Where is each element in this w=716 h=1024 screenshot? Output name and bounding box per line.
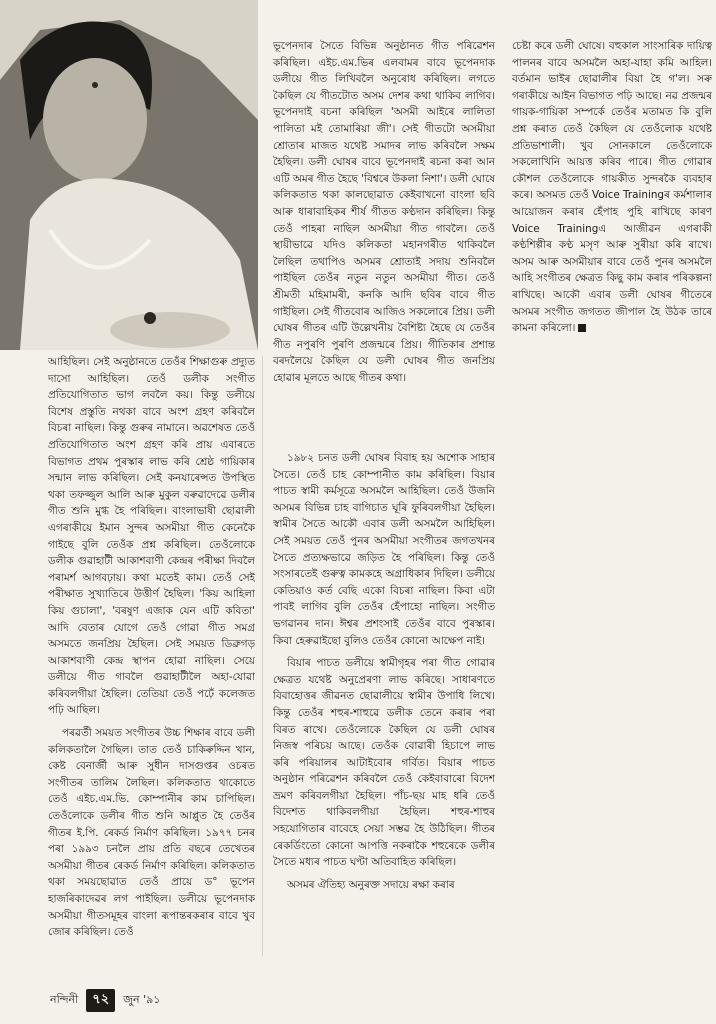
article-column-1 bbox=[48, 354, 255, 966]
issue-date: জুন '৯১ bbox=[123, 992, 161, 1006]
end-mark-icon bbox=[578, 324, 586, 332]
portrait-illustration bbox=[0, 0, 258, 350]
col2-paragraph-3: বিয়াৰ পাচত ডলীয়ে স্বামীগৃহৰ পৰা গীত গোৱাৰ ক্ষেত্ৰত যথেষ্ট অনুপ্ৰেৰণা লাভ কৰিছে। সাধাৰণতে বিবাহোত্তৰ জীৱনত ছোৱালীয়ে স্বামীৰ উপাধি লিখে। কিন্তু তেওঁৰ শহুৰ-শাহুৱে ডলীক তেনে কৰাৰ পৰা বিৰত ৰাখে। তেওঁলোকে কৈছিল যে ডলী ঘোষৰ নিজস্ব পৰিচয় আছে। তেওঁক বোৱাৰী হিচাপে লাভ কৰি পৰিয়ালৰ আটাইবোৰ গৰ্বিত। বিয়াৰ পাচত অনুষ্ঠান পৰিৱেশন কৰিবলৈ তেওঁ কেইবাবাৰো বিদেশ ভ্ৰমণ কৰিবলগীয়া হৈছিল। পাঁচ-ছয় মাহ ধৰি তেওঁ বিদেশত থাকিবলগীয়া হৈছিল। শহুৰ-শাহুৰ সহযোগিতাৰ বাবেহে সেয়া সম্ভৱ হৈ উঠিছিল। গীতৰ ৰেকৰ্ডিংতো কোনো আপত্তি নকৰাকৈ শহুৰেকে ডলীৰ সৈতে মধ্যৰ পাচত ঘণ্টা অতিবাহিত কৰিছিল। bbox=[273, 657, 495, 869]
col1-paragraph-1: আহিছিল। সেই অনুষ্ঠানতে তেওঁৰ শিক্ষাগুৰু প্ৰদ্যুত দাসো আহিছিল। তেওঁ ডলীক সংগীত প্ৰতিযোগিতাত ভাগ লবলৈ কয়। কিন্তু ডলীয়ে বিশেষ প্ৰস্তুতি নথকা বাবে অংশ গ্ৰহণ কৰিবলৈ বিচৰা নাছিল। কিন্তু গুৰুৰ নামানে। অৱশেষত তেওঁ প্ৰতিযোগিতাত অংশ গ্ৰহণ কৰি প্ৰায় এবাৰতে বিভাগত প্ৰথম পুৰস্কাৰ লাভ কৰি শ্ৰেষ্ঠ গায়িকাৰ সন্মান লাভ কৰিছিল। সেই কনযাৰেন্সত উপস্থিত থকা তফজ্জুল আলি আৰু মুকুল বৰুৱাদেৱে ডলীৰ গীত শুনি মুগ্ধ হৈ পৰিছিল। বাংলাভাষী ছোৱালী এগৰাকীয়ে ইমান সুন্দৰ অসমীয়া গীত কেনেকৈ গাইছে বুলি তেওঁক প্ৰশ্ন কৰিছিল। তেওঁলোকে ডলীক গুৱাহাটী আকাশবাণী কেন্দ্ৰৰ পৰীক্ষা দিবলৈ পৰামৰ্শ আগবঢ়ায়। কথা মতেই কাম। তেওঁ সেই পৰীক্ষাত সুখ্যাতিৰে উত্তীৰ্ণ হৈছিল। 'কিয় আহিলা কিয় গুচালা', 'বৰষুণ এজাক যেন এটি কবিতা' আদি বেতাৰ যোগে তেওঁ গোৱা গীত সমগ্ৰ অসমতে জনপ্ৰিয় হৈছিল। সেই সময়ত ডিব্ৰুগড় আকাশবাণী কেন্দ্ৰ স্থাপন হোৱা নাছিল। সেয়ে ডলীয়ে গীত গাবলৈ গুৱাহাটীলৈ অহা-যোৱা কৰিবলগীয়া হৈছিল। তেতিয়া তেওঁ পঢ়েঁ কলেজত পঢ়ি আছিল। bbox=[48, 356, 255, 717]
col2-paragraph-1: ভূপেনদাৰ সৈতে বিভিন্ন অনুষ্ঠানত গীত পৰিৱেশন কৰিছিল। এইচ.এম.ভিৰ এলবামৰ বাবে ভূপেনদাক ডলীয়ে গীত লিখিবলৈ অনুৰোধ কৰিছিল। লগতে কৈছিল যে গীতটোত অসম দেশৰ কথা থাকিব লাগিব। ভূপেনদাই বচনা কৰিছিল 'অসমী আইৰে লালিতা পালিতা মই তোমাৰিয়া জী'। সেই গীতটো অসমীয়া শ্ৰোতাৰ মাজত যথেষ্ট সমাদৰ লাভ কৰিবলৈ সক্ষম হৈছিল। ডলী ঘোষৰ বাবে ভূপেনদাই ৰচনা কৰা আন এটি অমৰ গীত হৈছে 'বিশ্বৰে উকলা নিশা'। ডলী ঘোষে কলিকতাত থকা কালছোৱাত কেইবাখনো বাংলা ছবি আৰু ধাৰাবাহিকৰ শীৰ্ষ গীতত কণ্ঠদান কৰিছিল। কিন্তু তেওঁ পাহৰা নাছিল অসমীয়া গীত গাবলৈ। তেওঁ স্থায়ীভাৱে যদিও কলিকতা মহানগৰীত থাকিবলৈ লৈছিল তথাপিও অসমৰ শ্ৰোতাই সদায় শুনিবলৈ পাইছিল তেওঁৰ নতুন নতুন অসমীয়া গীত। তেওঁ শ্ৰীমতী মহিমামৰী, কনকি আদি ছবিৰ বাবে গীত গাইছিল। সেই গীতবোৰ আজিও সকলোৰে প্ৰিয়। ডলী ঘোষৰ গীতৰ এটি উল্লেখনীয় বৈশিষ্ট্য হৈছে যে তেওঁৰ গীত নপুৰণি পুৰণি প্ৰজন্মৰে প্ৰিয়। গীতিকাৰ প্ৰশান্ত বৰদলৈয়ে কৈছিল যে ডলী ঘোষৰ গীত জনপ্ৰিয় হোৱাৰ মূলতে আছে গীতৰ কথা। bbox=[273, 40, 495, 384]
column-divider bbox=[262, 356, 263, 956]
page-footer bbox=[50, 988, 350, 1012]
col2-paragraph-2: ১৯৮২ চনত ডলী ঘোষৰ বিবাহ হয় অশোক সাহাৰ সৈতে। তেওঁ চাহ কোম্পানীত কাম কৰিছিল। বিয়াৰ পাচত স্বামী কৰ্মসূত্ৰে অসমলৈ আহিছিল। তেওঁ উজনি অসমৰ বিভিন্ন চাহ বাগিচাত ঘূৰি ফুৰিবলগীয়া হৈছিল। স্বামীৰ সৈতে আকৌ এবাৰ ডলী অসমলৈ আহিছিল। সেই সময়ত তেওঁ পুনৰ অসমীয়া সংগীতৰ জগতখনৰ সৈতে প্ৰত্যক্ষভাৱে জড়িত হৈ পৰিছিল। কিন্তু তেওঁ সংসাৰতেই গুৰুত্ব কামকহে অগ্ৰাধিকাৰ দিছিল। ডলীয়ে কেতিয়াও কৰ্ত বেছি একো বিচৰা নাছিল। কিবা এটা পাবই লাগিব বুলি তেওঁৰ হেঁপাহো নাছিল। সংগীত ভগৱানৰ দান। ঈশ্বৰ প্ৰশংসাই তেওঁৰ বাবে পুৰস্কাৰ। কিবা হেৰুৱাইছো বুলিও তেওঁৰ কোনো আক্ষেপ নাই। bbox=[273, 452, 495, 647]
article-column-2-bottom bbox=[273, 450, 495, 966]
col2-paragraph-4: অসমৰ ঐতিহ্য অনুৰক্ত সদায়ে ৰক্ষা কৰাৰ bbox=[287, 878, 455, 891]
col3-paragraph-1-text: চেষ্টা কৰে ডলী ঘোষে। বহুকাল সাংসাৰিক দায়িত্ব পালনৰ বাবে অসমলৈ অহা-যাহা কমি আহিল। বৰ্তমান ভাইৰ ছোৱালীৰ বিয়া হৈ গ'ল। সৰু গৰাকীয়ে আইন বিভাগত পঢ়ি আছে। নৱ প্ৰজন্মৰ গায়ক-গায়িকা সম্পৰ্কে তেওঁৰ মতামত কি বুলি প্ৰশ্ন কৰাত তেওঁ কৈছিল যে তেওঁলোক যথেষ্ট প্ৰতিভাশালী। খুব সোনকালে তেওঁলোকে সকলোখিনি আয়ত্ত কৰিব পাৰে। গীত গোৱাৰ কৌশল তেওঁলোকে গায়কীত সুন্দৰকৈ ব্যবহাৰ কৰে। অসমত তেওঁ Voice Trainingৰ কৰ্মশালাৰ আয়োজন কৰাৰ হেঁপাহ পুহি ৰাখিছে কাৰণ Voice Trainingএ আজীৱন এগৰাকী কণ্ঠশিল্পীৰ কণ্ঠ মসৃণ আৰু সুৰীয়া কৰি ৰাখে। অসম আৰু অসমীয়াৰ বাবে তেওঁ পুনৰ অসমলৈ আহি সংগীতৰ ক্ষেত্ৰত কিছু কাম কৰাৰ পৰিকল্পনা ৰাখিছে। আকৌ এবাৰ ডলী ঘোষৰ গীতেৰে অসমৰ সংগীত জগতত জীপাল হৈ উঠক তাৰে কামনা কৰিলো। bbox=[512, 40, 712, 335]
col1-paragraph-2: পৰৱৰ্তী সময়ত সংগীতৰ উচ্চ শিক্ষাৰ বাবে ডলী কলিকতালৈ গৈছিল। তাত তেওঁ চাকিৰুদ্দিন খান, কেষ্ট বেনাৰ্জী আৰু সুধীন দাসগুপ্তৰ ওচৰত সংগীতৰ তালিম লৈছিল। কলিকতাত থাকোতে তেওঁ এইচ.এম.ভি. কোম্পানীৰ কাম চাপিছিল। তেওঁলোকে ডলীৰ গীত শুনি আপ্লুত হৈ তেওঁৰ গীতৰ ই.পি. ৰেকৰ্ড নিৰ্মাণ কৰিছিল। ১৯৭৭ চনৰ পৰা ১৯৯৩ চনলৈ প্ৰায় প্ৰতি বছৰে তেখেতৰ অসমীয়া গীতৰ ৰেকৰ্ড নিৰ্মাণ কৰিছিল। কলিকতাত থকা সময়ছোৱাত তেওঁ প্ৰায়ে ড° ভূপেন হাজৰিকাদেৱৰ লগ পাইছিল। ডলীয়ে ভূপেনদাক অসমীয়া গীতসমূহৰ বাংলা ৰূপান্তৰকৰাৰ বাবে খুব জোৰ কৰিছিল। তেওঁ bbox=[48, 727, 255, 939]
article-column-3 bbox=[512, 38, 712, 368]
portrait-photo bbox=[0, 0, 258, 350]
article-column-2-top bbox=[273, 38, 495, 446]
col3-paragraph-1 bbox=[512, 38, 712, 337]
page-number: ৭২ bbox=[86, 989, 115, 1012]
magazine-name: নন্দিনী bbox=[50, 992, 79, 1006]
